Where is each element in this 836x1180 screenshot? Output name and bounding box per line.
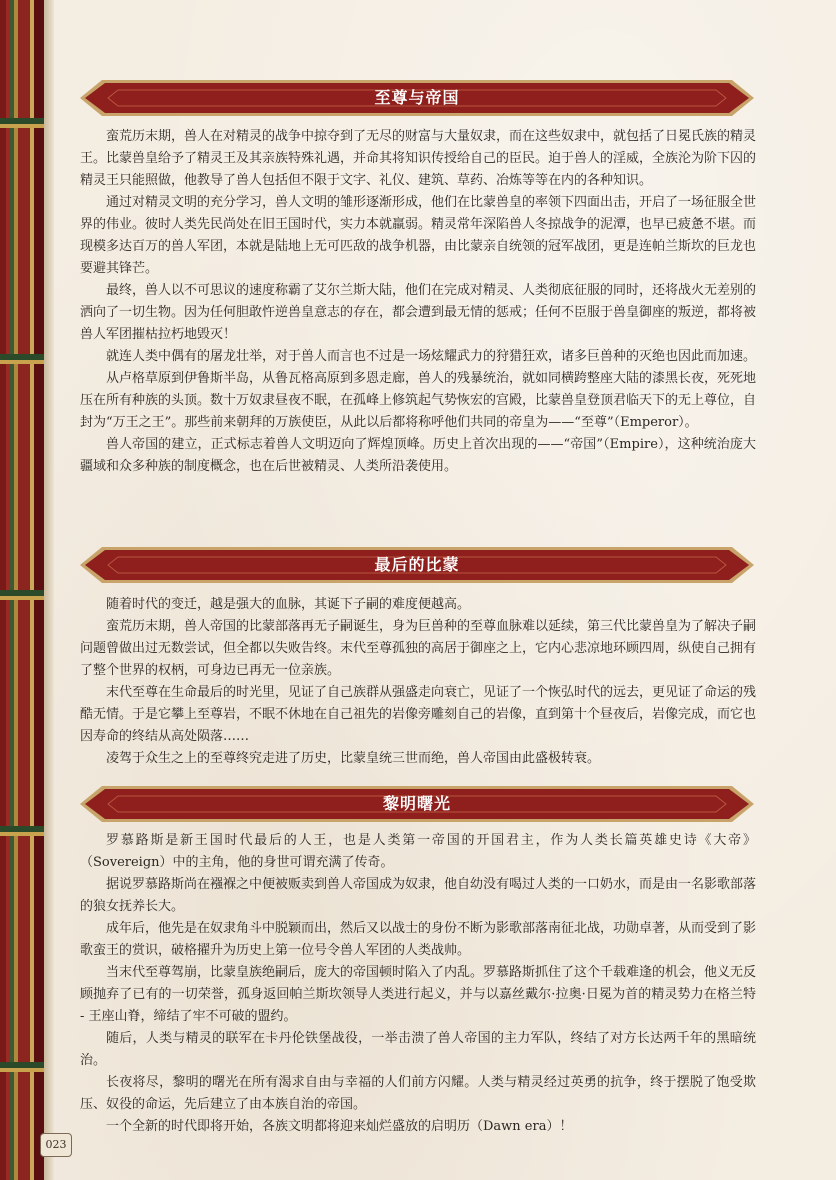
- paragraph: 最终，兽人以不可思议的速度称霸了艾尔兰斯大陆，他们在完成对精灵、人类彻底征服的同时，还将战火无差别的洒向了一切生物。因为任何胆敢忤逆兽皇意志的存在，都会遭到最无情的惩戒；任何不臣服于兽皇御座的叛逆，都将被兽人军团摧枯拉朽地毁灭！: [80, 283, 757, 342]
- paragraph: 就连人类中偶有的屠龙壮举，对于兽人而言也不过是一场炫耀武力的狩猎狂欢，诸多巨兽种的灭绝也因此而加速。: [106, 349, 757, 364]
- paragraph: 蛮荒历末期，兽人帝国的比蒙部落再无子嗣诞生，身为巨兽种的至尊血脉难以延续，第三代比蒙兽皇为了解决子嗣问题曾做出过无数尝试，但全都以失败告终。末代至尊孤独的高居于御座之上，它内心悲凉地环顾四周，纵使自己拥有了整个世界的权柄，可身边已再无一位亲族。: [80, 619, 757, 678]
- book-binding: [0, 0, 44, 1180]
- section-title: 最后的比蒙: [374, 555, 460, 574]
- section-banner-emperor: [80, 78, 754, 118]
- page-edge: [44, 0, 54, 1180]
- paragraph: 从卢格草原到伊鲁斯半岛，从鲁瓦格高原到多恩走廊，兽人的残暴统治，就如同横跨整座大陆的漆黑长夜，死死地压在所有种族的头顶。数十万奴隶昼夜不眠，在孤峰上修筑起气势恢宏的宫殿，比蒙兽皇登顶君临天下的无上尊位，自封为“万王之王”。那些前来朝拜的万族使臣，从此以后都将称呼他们共同的帝皇为——“至尊”（Emperor）。: [80, 371, 757, 430]
- paragraph: 当末代至尊驾崩，比蒙皇族绝嗣后，庞大的帝国顿时陷入了内乱。罗慕路斯抓住了这个千载难逢的机会，他义无反顾抛弃了已有的一切荣誉，孤身返回帕兰斯坎领导人类进行起义，并与以嘉丝戴尔·拉奥·日冕为首的精灵势力在格兰特 - 王座山脊，缔结了牢不可破的盟约。: [80, 965, 757, 1024]
- paragraph: 成年后，他先是在奴隶角斗中脱颖而出，然后又以战士的身份不断为影歌部落南征北战，功勋卓著，从而受到了影歌蛮王的赏识，破格擢升为历史上第一位号令兽人军团的人类战帅。: [80, 921, 757, 958]
- section-body-dawn: [80, 830, 756, 1138]
- section-banner-dawn: [80, 784, 754, 824]
- paragraph: 凌驾于众生之上的至尊终究走进了历史，比蒙皇统三世而绝，兽人帝国由此盛极转衰。: [106, 751, 601, 766]
- paragraph: 蛮荒历末期，兽人在对精灵的战争中掠夺到了无尽的财富与大量奴隶，而在这些奴隶中，就包括了日冕氏族的精灵王。比蒙兽皇给予了精灵王及其亲族特殊礼遇，并命其将知识传授给自己的臣民。迫于兽人的淫威，全族沦为阶下囚的精灵王只能照做，他教导了兽人包括但不限于文字、礼仪、建筑、草药、冶炼等等在内的各种知识。: [80, 129, 757, 188]
- paragraph: 罗慕路斯是新王国时代最后的人王，也是人类第一帝国的开国君主，作为人类长篇英雄史诗《大帝》（Sovereign）中的主角，他的身世可谓充满了传奇。: [80, 833, 756, 870]
- paragraph: 兽人帝国的建立，正式标志着兽人文明迈向了辉煌顶峰。历史上首次出现的——“帝国”（Empire），这种统治庞大疆域和众多种族的制度概念，也在后世被精灵、人类所沿袭使用。: [80, 437, 756, 474]
- paragraph: 随着时代的变迁，越是强大的血脉，其诞下子嗣的难度便越高。: [106, 597, 471, 612]
- paragraph: 长夜将尽，黎明的曙光在所有渴求自由与幸福的人们前方闪耀。人类与精灵经过英勇的抗争，终于摆脱了饱受欺压、奴役的命运，先后建立了由本族自治的帝国。: [80, 1075, 756, 1112]
- section-title: 黎明曙光: [382, 794, 451, 813]
- paragraph: 末代至尊在生命最后的时光里，见证了自己族群从强盛走向衰亡，见证了一个恢弘时代的远去，更见证了命运的残酷无情。于是它攀上至尊岩，不眠不休地在自己祖先的岩像旁雕刻自己的岩像，直到第十个昼夜后，岩像完成，而它也因寿命的终结从高处陨落……: [80, 685, 757, 744]
- section-body-last-behemoth: [80, 594, 756, 770]
- section-title: 至尊与帝国: [374, 88, 460, 107]
- paragraph: 随后，人类与精灵的联军在卡丹伦铁堡战役，一举击溃了兽人帝国的主力军队，终结了对方长达两千年的黑暗统治。: [80, 1031, 756, 1068]
- page-number: 023: [40, 1133, 72, 1157]
- paragraph: 通过对精灵文明的充分学习，兽人文明的雏形逐渐形成，他们在比蒙兽皇的率领下四面出击，开启了一场征服全世界的伟业。彼时人类先民尚处在旧王国时代，实力本就羸弱。精灵常年深陷兽人冬掠战争的泥潭，也早已疲惫不堪。而现模多达百万的兽人军团，本就是陆地上无可匹敌的战争机器，由比蒙亲自统领的冠军战团，更是连帕兰斯坎的巨龙也要避其锋芒。: [80, 195, 757, 276]
- section-body-emperor: [80, 126, 756, 478]
- section-banner-last-behemoth: [80, 545, 754, 585]
- paragraph: 一个全新的时代即将开始，各族文明都将迎来灿烂盛放的启明历（Dawn era）！: [106, 1119, 573, 1134]
- paragraph: 据说罗慕路斯尚在襁褓之中便被贩卖到兽人帝国成为奴隶，他自幼没有喝过人类的一口奶水，而是由一名影歌部落的狼女抚养长大。: [80, 877, 757, 914]
